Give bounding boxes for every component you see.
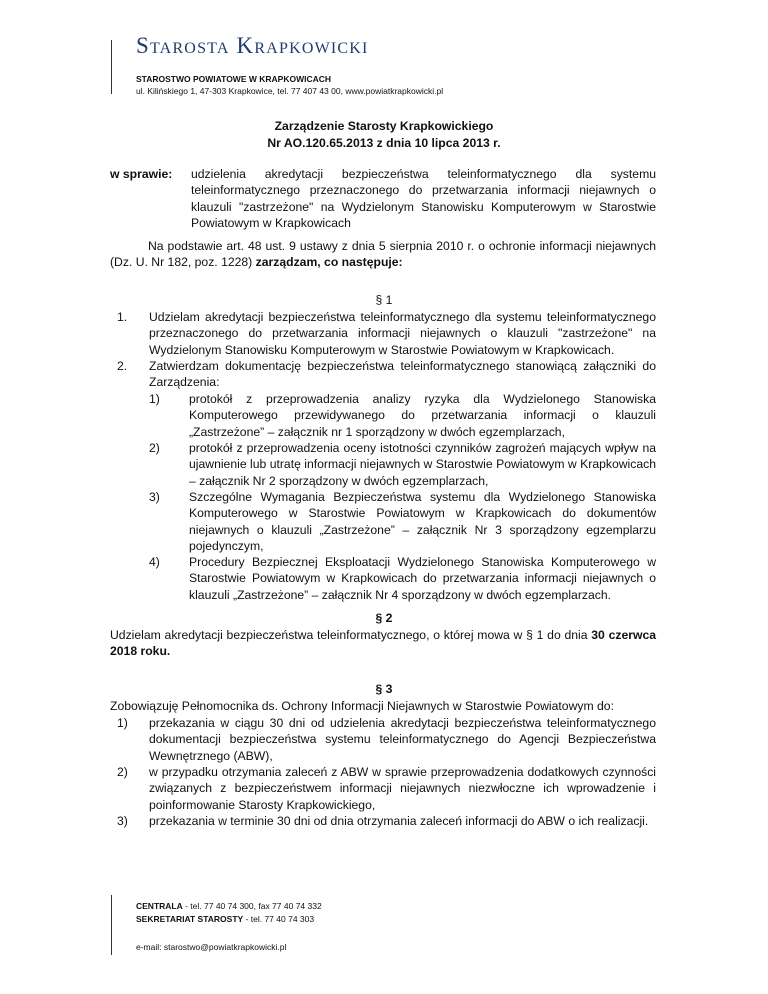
section-1-item-1: Udzielam akredytacji bezpieczeństwa teleinformatycznego dla systemu teleinformatycznego przeznaczonego do przetwarzania informacji niejawnych o klauzuli "zastrzeżone" na Wydzielonym Stanowisku Komputerowym w Starostwie Powiatowym w Krapkowicach. <box>149 310 656 357</box>
preamble-bold: zarządzam, co następuje: <box>255 255 403 270</box>
footer-secretariat-text: - tel. 77 40 74 303 <box>243 914 315 924</box>
header-divider <box>111 40 112 94</box>
section-1-subitem-4: Procedury Bezpiecznej Eksploatacji Wydzielonego Stanowiska Komputerowego w Starostwie Powiatowym w Krapkowicach do przetwarzania informacji niejawnych o klauzuli „Zastrzeżone” – załącznik Nr 4 sporządzony w dwóch egzemplarzach. <box>189 555 656 602</box>
footer-divider <box>111 895 112 955</box>
section-2-heading: § 2 <box>375 611 393 625</box>
section-1-item-2: Zatwierdzam dokumentację bezpieczeństwa teleinformatycznego stanowiącą załączniki do Zarządzenia: <box>149 359 656 390</box>
subitem-number: 2) <box>149 441 160 455</box>
subitem-number: 1) <box>149 392 160 406</box>
footer-secretariat-label: SEKRETARIAT STAROSTY <box>136 914 244 924</box>
subitem-number: 3) <box>149 490 160 504</box>
item-number: 3) <box>117 814 128 828</box>
office-name: STAROSTWO POWIATOWE W KRAPKOWICACH <box>136 74 332 84</box>
section-2-date: 30 czerwca 2018 roku. <box>110 628 656 659</box>
section-3-intro: Zobowiązuję Pełnomocnika ds. Ochrony Informacji Niejawnych w Starostwie Powiatowym do: <box>110 699 614 713</box>
section-3-item-1: przekazania w ciągu 30 dni od udzielenia akredytacji bezpieczeństwa teleinformatycznego dokumentacji bezpieczeństwa systemu teleinformatycznego do Agencji Bezpieczeństwa Wewnętrznego (ABW), <box>149 716 656 763</box>
preamble-text: Na podstawie art. 48 ust. 9 ustawy z dnia 5 sierpnia 2010 r. o ochronie informacji niejawnych (Dz. U. Nr 182, poz. 1228) <box>110 239 656 270</box>
item-number: 1) <box>117 716 128 730</box>
item-number: 2. <box>117 359 128 373</box>
section-3-item-2: w przypadku otrzymania zaleceń z ABW w sprawie przeprowadzenia dodatkowych czynności związanych z bezpieczeństwem informacji niejawnych niezwłoczne ich wprowadzenie i poinformowanie Starosty Krapkowickiego, <box>149 765 656 812</box>
section-1-heading: § 1 <box>375 293 393 307</box>
section-3-item-3: przekazania w terminie 30 dni od dnia otrzymania zaleceń informacji do ABW o ich realizacji. <box>149 814 649 828</box>
footer-email: e-mail: starostwo@powiatkrapkowicki.pl <box>136 942 287 952</box>
item-number: 1. <box>117 310 128 324</box>
subject-label-text: w sprawie: <box>110 167 173 181</box>
section-1-subitem-3: Szczególne Wymagania Bezpieczeństwa systemu dla Wydzielonego Stanowiska Komputerowego w Starostwie Powiatowym w Krapkowicach do dokumentów niejawnych o klauzuli „Zastrzeżone” – załącznik Nr 3 sporządzony egzemplarzu pojedynczym, <box>189 490 656 554</box>
office-address: ul. Kilińskiego 1, 47-303 Krapkowice, tel. 77 407 43 00, www.powiatkrapkowicki.pl <box>136 86 444 96</box>
footer-central-text: - tel. 77 40 74 300, fax 77 40 74 332 <box>182 901 322 911</box>
section-1-subitem-2: protokół z przeprowadzenia oceny istotności czynników zagrożeń mających wpływ na ujawnienie lub utratę informacji niejawnych w Starostwie Powiatowym w Krapkowicach – załącznik Nr 2 sporządzony w dwóch egzemplarzach, <box>189 441 656 488</box>
section-2-text <box>110 627 656 660</box>
section-3-heading: § 3 <box>375 682 393 696</box>
subject-text: udzielenia akredytacji bezpieczeństwa teleinformatycznego dla systemu teleinformatycznego przeznaczonego do przetwarzania informacji niejawnych o klauzuli "zastrzeżone" na Wydzielonym Stanowisku Komputerowym w Starostwie Powiatowym w Krapkowicach <box>191 167 656 231</box>
brand-title: Starosta Krapkowicki <box>136 33 369 58</box>
preamble <box>110 238 656 271</box>
subitem-number: 4) <box>149 555 160 569</box>
section-2-body: Udzielam akredytacji bezpieczeństwa teleinformatycznego, o której mowa w § 1 do dnia <box>110 628 588 642</box>
document-title: Zarządzenie Starosty Krapkowickiego <box>274 119 494 133</box>
item-number: 2) <box>117 765 128 779</box>
subject-label <box>110 166 190 182</box>
footer-secretariat <box>136 911 314 927</box>
footer-central-label: CENTRALA <box>136 901 183 911</box>
document-number: Nr AO.120.65.2013 z dnia 10 lipca 2013 r. <box>267 136 501 150</box>
section-1-subitem-1: protokół z przeprowadzenia analizy ryzyka dla Wydzielonego Stanowiska Komputerowego przewidywanego do przetwarzania informacji o klauzuli „Zastrzeżone” – załącznik nr 1 sporządzony w dwóch egzemplarzach, <box>189 392 656 439</box>
